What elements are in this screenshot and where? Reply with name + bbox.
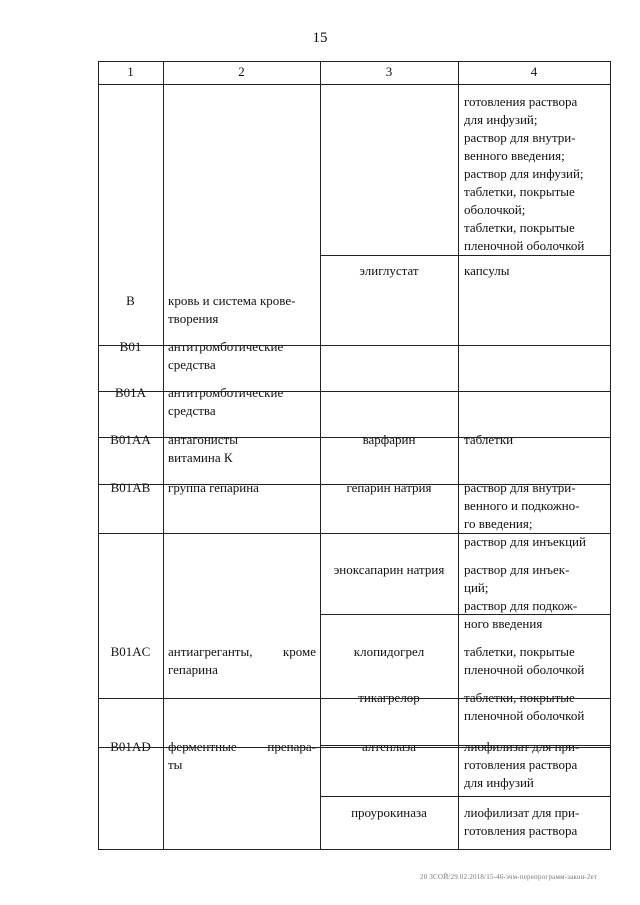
- drug-name-warfarin: варфарин: [362, 432, 416, 447]
- form-cell-heparin: раствор для внутри- венного и подкожно- го введения; раствор для инъекций: [464, 480, 586, 549]
- column-divider: [163, 61, 164, 850]
- form-cell-prourokinase: лиофилизат для при- готовления раствора: [464, 805, 580, 838]
- group-cell-B01A: антитромботические средства: [168, 385, 284, 418]
- form-cell-ticagrelor: таблетки, покрытые пленочной оболочкой: [464, 690, 585, 723]
- drug-name-alteplase: алтеплаза: [362, 739, 416, 754]
- row-divider: [98, 747, 610, 748]
- row-divider: [98, 345, 610, 346]
- drug-name-ticagrelor: тикагрелор: [358, 690, 420, 705]
- column-header-2: 2: [238, 64, 245, 79]
- form-cell-0-0: готовления раствора для инфузий; раствор для внутри- венного введения; раствор для инфузий; таблетки, покрытые оболочкой; таблетки, покрытые пленочной оболочкой: [464, 94, 585, 253]
- row-divider: [98, 84, 610, 85]
- group-cell-B01AD: ферментные препара- ты: [168, 739, 316, 772]
- code-cell-B01A: B01A: [114, 385, 147, 400]
- form-cell-clopidogrel: таблетки, покрытые пленочной оболочкой: [464, 644, 585, 677]
- group-cell-B01AA: антагонисты витамина К: [168, 432, 238, 465]
- group-cell-B: кровь и система крове- творения: [168, 293, 296, 326]
- form-cell-0-1: капсулы: [464, 263, 510, 278]
- form-cell-warfarin: таблетки: [464, 432, 514, 447]
- page-number: 15: [312, 30, 328, 46]
- row-divider: [98, 437, 610, 438]
- column-divider: [320, 61, 321, 850]
- sub-row-divider: [320, 745, 610, 746]
- group-cell-B01: антитромботические средства: [168, 339, 284, 372]
- sub-row-divider: [320, 614, 610, 615]
- drug-name-enoxaparin: эноксапарин натрия: [333, 562, 445, 577]
- drug-name-prourokinase: проурокиназа: [351, 805, 427, 820]
- code-cell-B01AA: B01AA: [110, 432, 151, 447]
- column-header-4: 4: [530, 64, 538, 79]
- code-cell-B01AD: B01AD: [110, 739, 151, 754]
- code-cell-B: B: [126, 293, 135, 308]
- group-cell-B01AB: группа гепарина: [168, 480, 259, 495]
- column-divider: [458, 61, 459, 850]
- drug-name-clopidogrel: клопидогрел: [353, 644, 425, 659]
- sub-row-divider: [320, 255, 610, 256]
- column-header-1: 1: [127, 64, 134, 79]
- code-cell-B01: B01: [119, 339, 142, 354]
- code-cell-B01AB: B01AB: [110, 480, 151, 495]
- column-header-3: 3: [385, 64, 393, 79]
- row-divider: [98, 533, 610, 534]
- row-divider: [98, 391, 610, 392]
- row-divider: [98, 484, 610, 485]
- row-divider: [98, 698, 610, 699]
- column-divider: [610, 61, 611, 850]
- sub-row-divider: [320, 796, 610, 797]
- form-cell-alteplase: лиофилизат для при- готовления раствора для инфузий: [464, 739, 580, 790]
- drug-name-0-1: элиглустат: [359, 263, 419, 278]
- row-divider: [98, 61, 610, 62]
- drug-table: [98, 61, 610, 850]
- document-footer-stamp: 20 ЗСОЙ/29.02.2018/15-46-зчм-перепрограмм-закон-2ет: [420, 873, 598, 881]
- form-cell-enoxaparin: раствор для инъек- ций; раствор для подкож- ного введения: [464, 562, 578, 631]
- row-divider: [98, 849, 610, 850]
- code-cell-B01AC: B01AC: [110, 644, 151, 659]
- column-divider: [98, 61, 99, 850]
- group-cell-B01AC: антиагреганты, кроме гепарина: [168, 644, 316, 677]
- drug-name-heparin: гепарин натрия: [346, 480, 432, 495]
